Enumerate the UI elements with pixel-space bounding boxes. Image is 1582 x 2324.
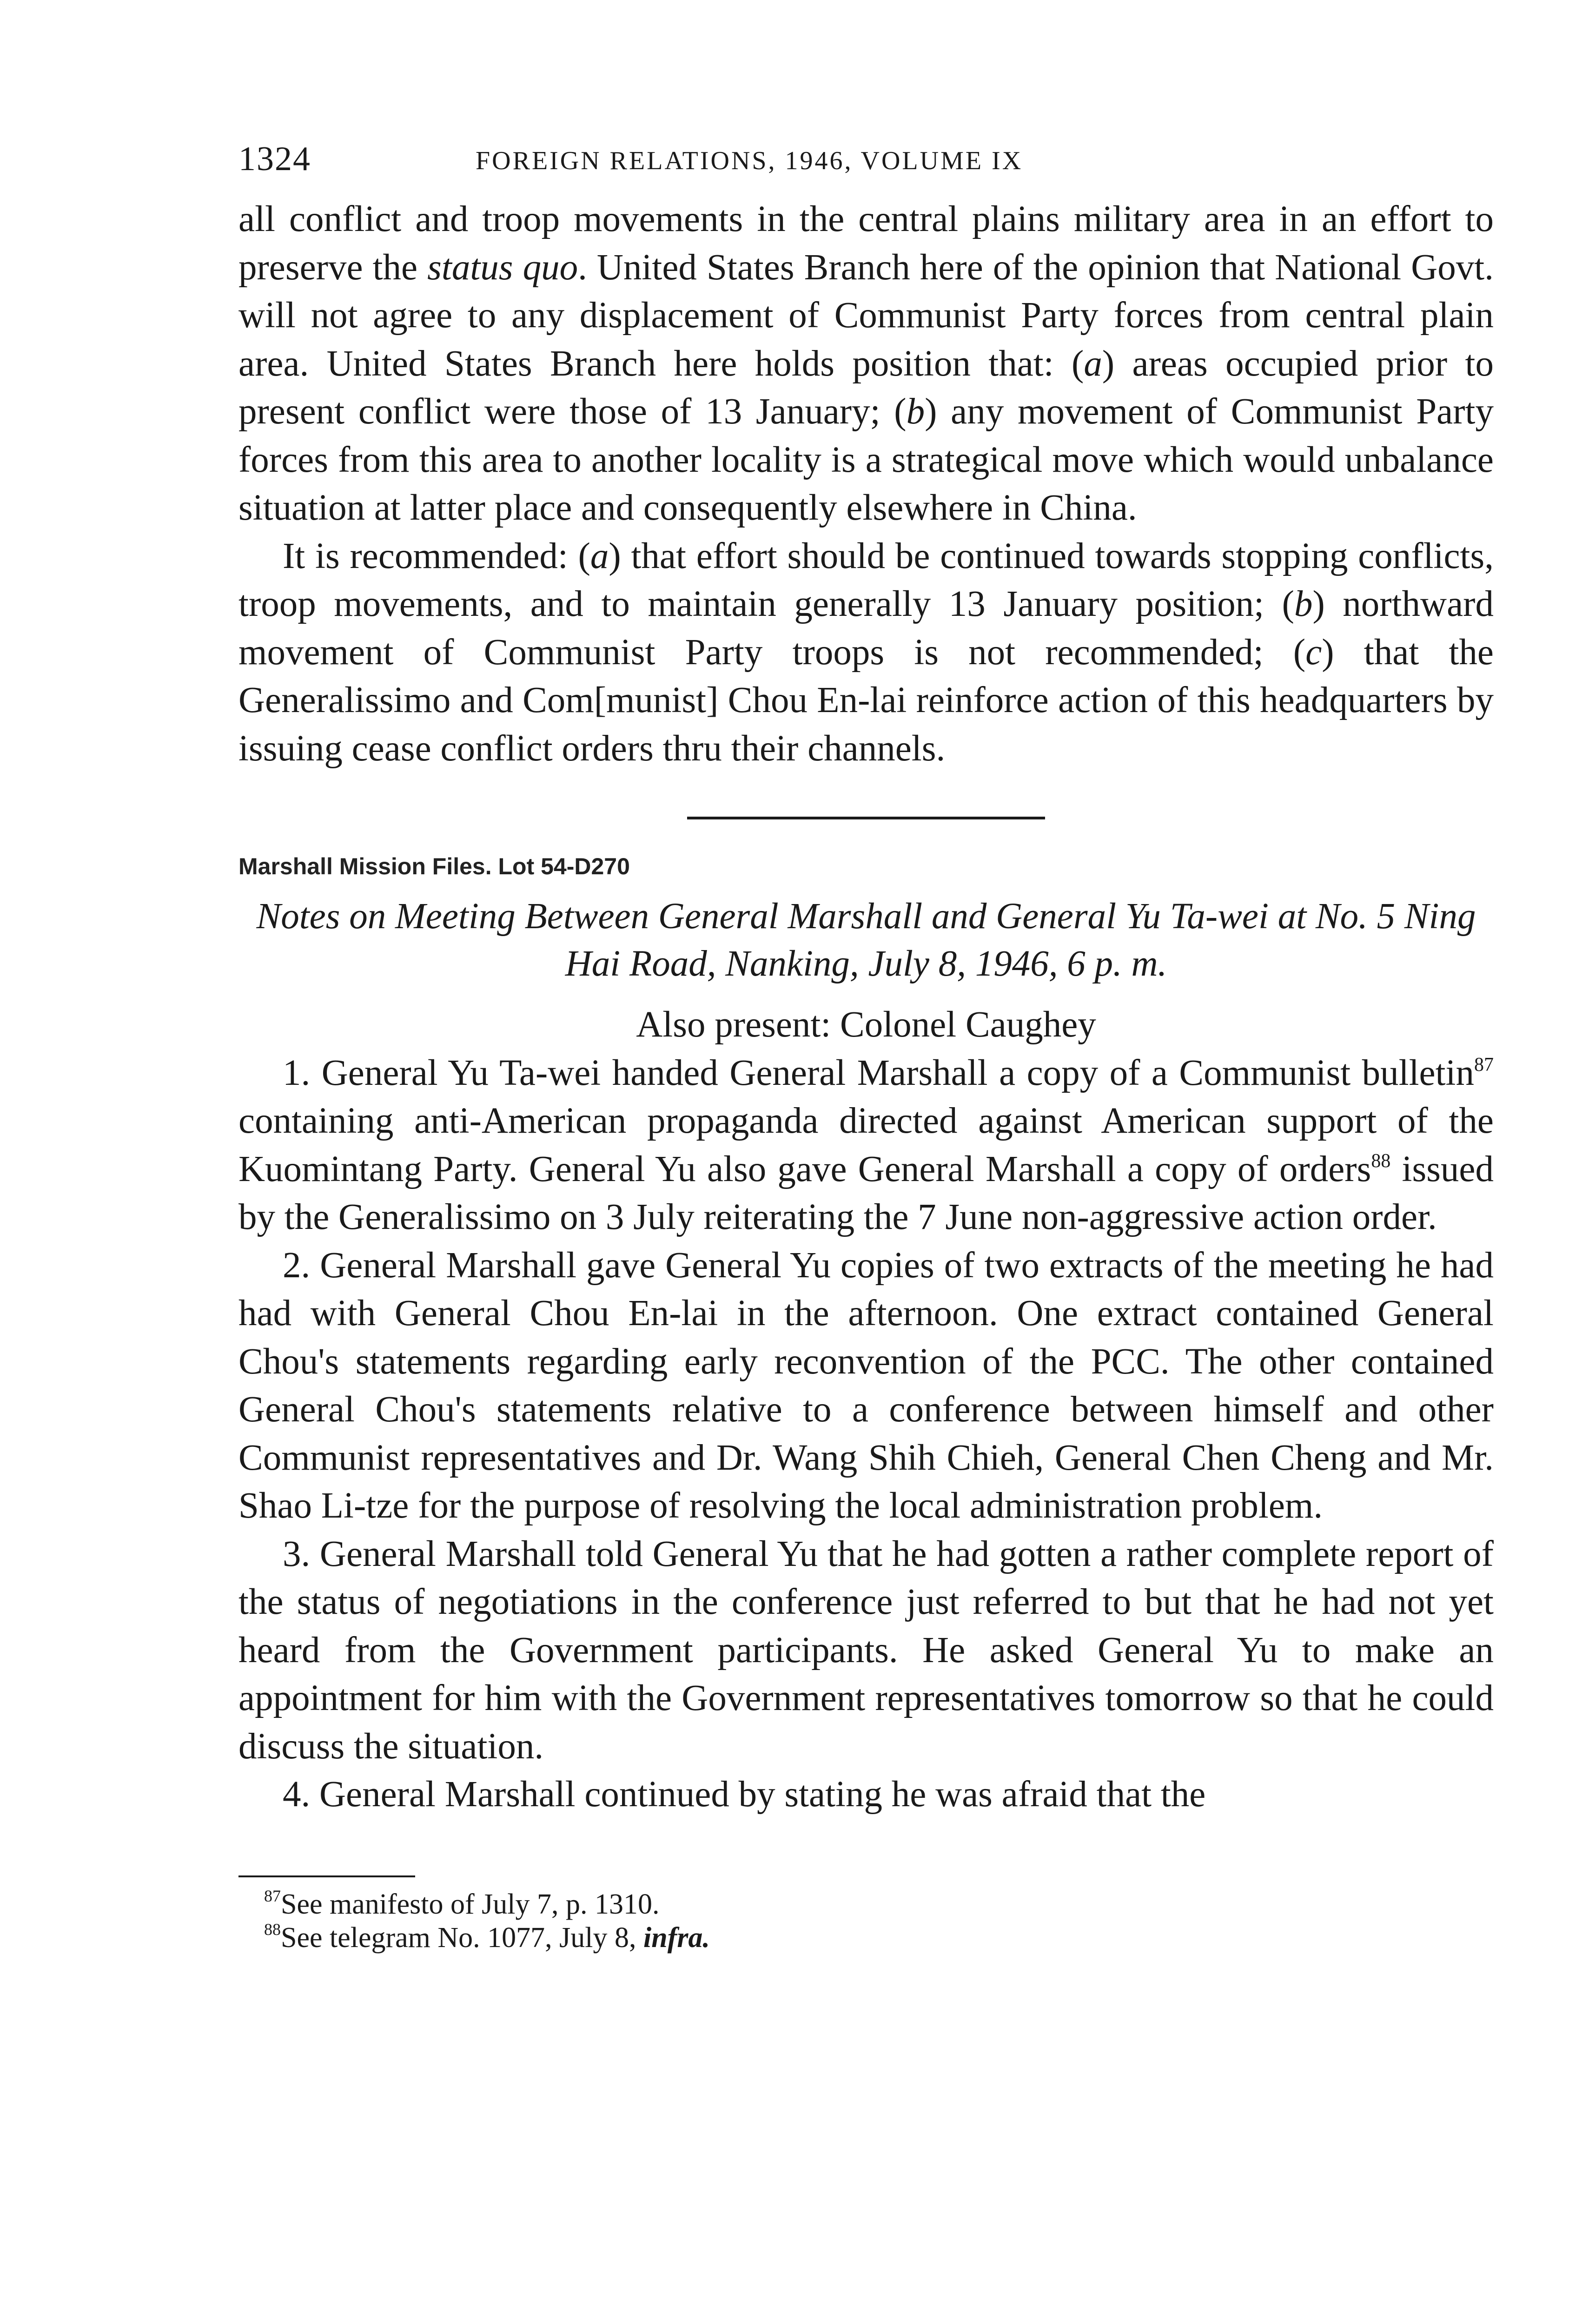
footnote-88 <box>238 1921 1494 1954</box>
text-run: ) northward movement of Communist Party troops is not recommended; ( <box>238 584 1494 673</box>
numbered-paragraph-1 <box>238 1049 1494 1241</box>
text-run: ) that effort should be continued towards stopping conflicts, troop movements, and to maintain generally 13 January position; ( <box>238 535 1494 624</box>
italic-run: a <box>590 535 609 576</box>
italic-run: status quo <box>427 247 578 288</box>
page-number: 1324 <box>238 140 311 178</box>
text-run: It is recommended: ( <box>283 535 590 576</box>
text-run: ) any movement of Communist Party forces from this area to another locality is a strategical move which would unbalance situation at latter place and consequently elsewhere in China. <box>238 391 1494 528</box>
recommendation-paragraph <box>238 532 1494 773</box>
text-run: ) areas occupied prior to present conflict were those of 13 January; ( <box>238 343 1494 432</box>
text-run: 1. General Yu Ta-wei handed General Marshall a copy of a Communist bulletin <box>283 1052 1474 1093</box>
italic-run: b <box>1294 584 1313 624</box>
text-run: containing anti-American propaganda directed against American support of the Kuomintang Party. General Yu also gave General Marshall a copy of orders <box>238 1101 1494 1189</box>
also-present: Also present: Colonel Caughey <box>636 1004 1096 1045</box>
footnote-87 <box>238 1888 1494 1921</box>
document-title: Notes on Meeting Between General Marshall and General Yu Ta-wei at No. 5 Ning Hai Road, Nanking, July 8, 1946, 6 p. m. <box>256 896 1476 984</box>
running-head: FOREIGN RELATIONS, 1946, VOLUME IX <box>476 146 1023 175</box>
section-divider <box>687 817 1045 819</box>
footnote-ref-88[interactable]: 88 <box>1371 1150 1391 1172</box>
page-header <box>238 139 1494 195</box>
document-page <box>238 139 1494 1954</box>
italic-run: c <box>1305 632 1322 673</box>
footnotes <box>238 1888 1494 1954</box>
footnote-number: 87 <box>264 1886 281 1905</box>
numbered-paragraph-4: 4. General Marshall continued by stating he was afraid that the <box>283 1774 1206 1815</box>
numbered-paragraph-3: 3. General Marshall told General Yu that he had gotten a rather complete report of the status of negotiations in the conference just referred to but that he had not yet heard from the Government participants. He asked General Yu to make an appointment for him with the Government representatives tomorrow so that he could discuss the situation. <box>238 1533 1494 1767</box>
footnote-ref-87[interactable]: 87 <box>1474 1054 1494 1076</box>
text-run: ) that the Generalissimo and Com[munist] Chou En-lai reinforce action of this headquarters by issuing cease conflict orders thru their channels. <box>238 632 1494 769</box>
text-run: . United States Branch here of the opinion that National Govt. will not agree to any displacement of Communist Party forces from central plain area. United States Branch here holds position that: ( <box>238 247 1494 384</box>
footnote-text: See telegram No. 1077, July 8, <box>281 1921 644 1954</box>
text-run: issued by the Generalissimo on 3 July reiterating the 7 June non-aggressive action order. <box>238 1149 1494 1237</box>
footnote-text: See manifesto of July 7, p. 1310. <box>281 1888 660 1920</box>
italic-run: a <box>1084 343 1102 384</box>
footnote-divider <box>238 1875 415 1877</box>
continuation-paragraph <box>238 195 1494 532</box>
numbered-paragraph-2: 2. General Marshall gave General Yu copies of two extracts of the meeting he had had with General Chou En-lai in the afternoon. One extract contained General Chou's statements regarding early reconvention of the PCC. The other contained General Chou's statements relative to a conference between himself and other Communist representatives and Dr. Wang Shih Chieh, General Chen Cheng and Mr. Shao Li-tze for the purpose of resolving the local administration problem. <box>238 1245 1494 1526</box>
document-source: Marshall Mission Files. Lot 54-D270 <box>238 853 630 879</box>
italic-run: b <box>906 391 925 432</box>
footnote-italic: infra. <box>643 1921 710 1954</box>
text-run: all conflict and troop movements in the central plains military area in an effort to preserve the <box>238 199 1494 288</box>
footnote-number: 88 <box>264 1920 281 1939</box>
